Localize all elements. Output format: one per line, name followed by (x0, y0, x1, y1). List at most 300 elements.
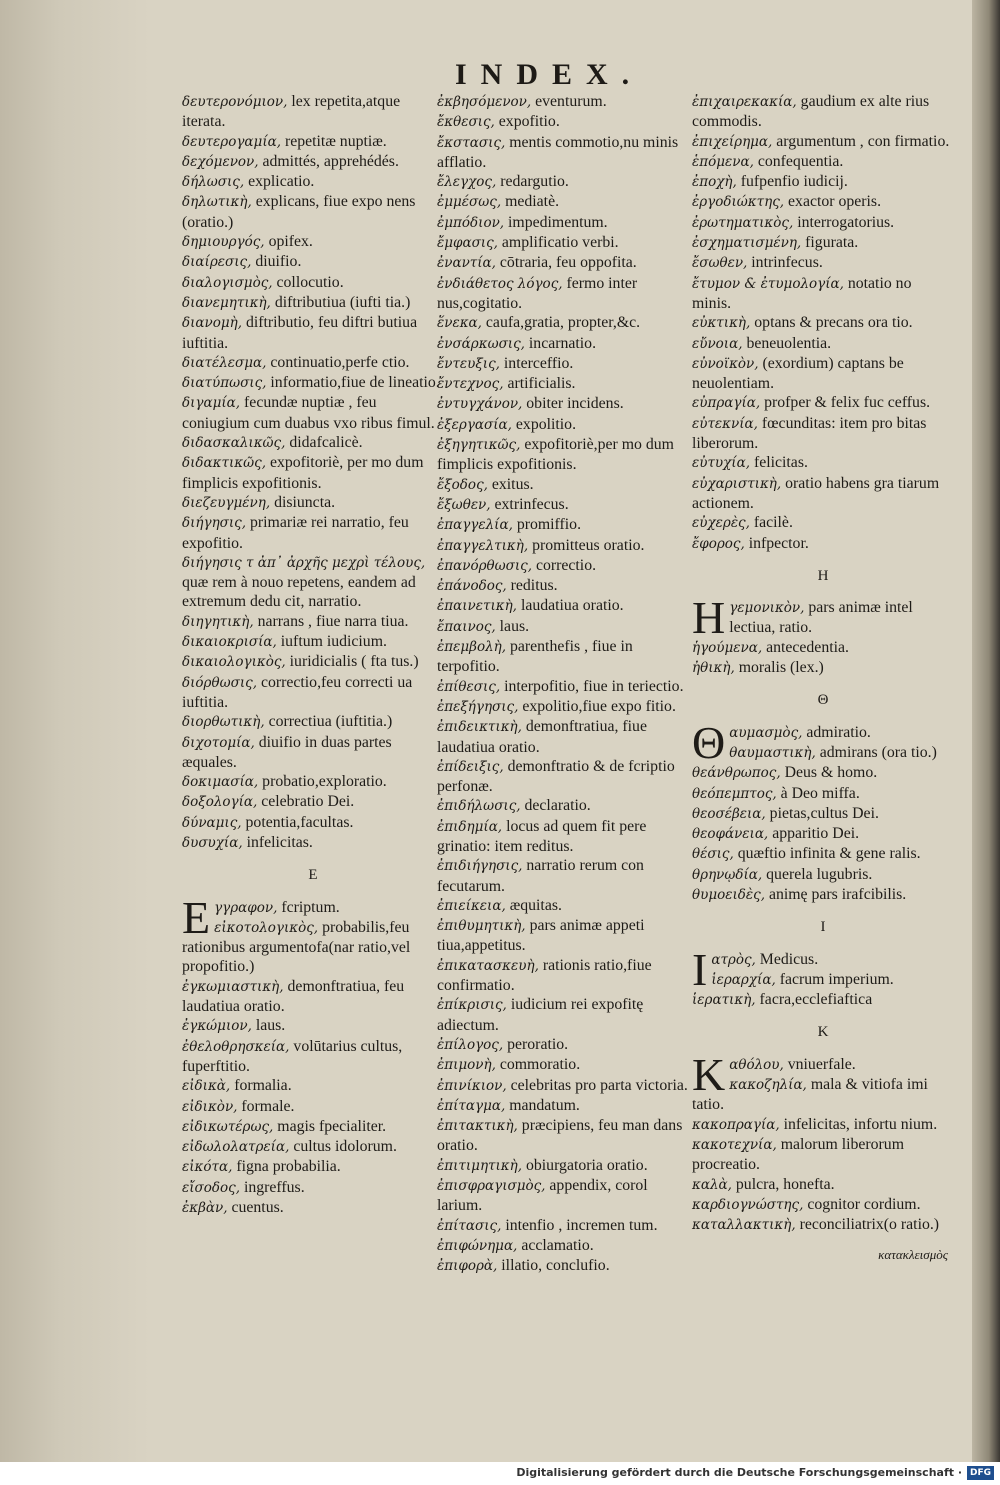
index-entry (437, 896, 695, 916)
greek-term: εἰδικωτέρως, (182, 1118, 274, 1135)
index-entry (437, 133, 695, 173)
index-entry (692, 354, 954, 394)
index-entry (182, 632, 444, 652)
greek-term: ἐπιμονὴ, (437, 1057, 496, 1074)
greek-term: ἐπιδεικτικὴ, (437, 719, 522, 736)
latin-definition: explicans, fiue expo nens (oratio.) (182, 193, 416, 231)
greek-term: δυσυχία, (182, 834, 243, 851)
index-entry (437, 334, 695, 354)
latin-definition: impedimentum. (508, 213, 608, 231)
index-entry (182, 1097, 444, 1117)
index-entry (692, 990, 954, 1010)
index-entry (437, 253, 695, 273)
index-entry (437, 354, 695, 374)
greek-term: ἐμμέσως, (437, 194, 502, 211)
greek-term: ἐνδιάθετος λόγος, (437, 275, 563, 292)
drop-capital: K (692, 1048, 726, 1100)
index-entry (182, 712, 444, 732)
index-entry (692, 763, 954, 783)
index-entry (437, 233, 695, 253)
index-entry (182, 553, 444, 612)
latin-definition: declaratio. (524, 797, 591, 815)
index-entry (182, 252, 444, 272)
greek-term: θεοφάνεια, (692, 826, 769, 843)
index-entry (182, 393, 444, 433)
latin-definition: iuftum iudicium. (280, 633, 387, 651)
latin-definition: oratio habens gra tiarum actionem. (692, 474, 940, 512)
latin-definition: fecundæ nuptiæ , feu coniugium cum duabus vxo ribus fimul. (182, 394, 435, 432)
index-entry (182, 232, 444, 252)
index-entry (437, 556, 695, 576)
index-entry (437, 495, 695, 515)
latin-definition: didafcalicè. (289, 434, 363, 452)
latin-definition: primariæ rei narratio, feu expofitio. (182, 514, 409, 552)
index-entry (182, 977, 444, 1017)
latin-definition: locus ad quem fit pere grinatio: item reditus. (437, 817, 647, 855)
index-entry (437, 435, 695, 475)
greek-term: εἴσοδος, (182, 1179, 240, 1196)
index-entry (182, 293, 444, 313)
latin-definition: celebratio Dei. (261, 793, 355, 811)
greek-term: ἐπινίκιον, (437, 1077, 507, 1094)
latin-definition: lex repetita,atque iterata. (182, 93, 401, 131)
latin-definition: disiuncta. (274, 493, 336, 511)
greek-term: ἐσχηματισμένη, (692, 235, 802, 252)
greek-term: ἡγούμενα, (692, 639, 763, 656)
index-entry (692, 1175, 954, 1195)
greek-term: ἐπιτακτικὴ, (437, 1118, 518, 1135)
latin-definition: expofitoriè, per mo dum fimplicis expofitionis. (182, 454, 424, 492)
greek-term: ἐπαγγελία, (437, 517, 513, 534)
index-entry (182, 192, 444, 232)
greek-term: ἐργοδιώκτης, (692, 194, 785, 211)
latin-definition: diuifio. (255, 253, 302, 271)
greek-term: ἔξωθεν, (437, 496, 491, 513)
greek-term: ατρὸς, (711, 951, 756, 968)
index-entry (692, 1075, 954, 1115)
latin-definition: appendix, corol larium. (437, 1177, 648, 1215)
greek-term: διχοτομία, (182, 734, 255, 751)
latin-definition: formalia. (234, 1077, 292, 1095)
index-entry (692, 592, 954, 644)
index-entry (692, 132, 954, 152)
greek-term: ἐπιτιμητικὴ, (437, 1157, 523, 1174)
index-entry (182, 152, 444, 172)
index-entry (437, 637, 695, 677)
latin-definition: figna probabilia. (236, 1158, 341, 1176)
greek-term: ἐγκωμιαστικὴ, (182, 978, 284, 995)
greek-term: ἔκστασις, (437, 134, 506, 151)
latin-definition: potentia,facultas. (245, 813, 354, 831)
index-entry (692, 172, 954, 192)
index-entry (692, 213, 954, 233)
greek-term: ἐπισφραγισμὸς, (437, 1178, 546, 1195)
greek-term: διόρθωσις, (182, 674, 257, 691)
greek-term: ἔμφασις, (437, 235, 498, 252)
latin-definition: diuifio in duas partes æquales. (182, 733, 392, 771)
latin-definition: probabilis,feu rationibus argumentofa(nar ratio,vel propofitio.) (182, 918, 411, 976)
greek-term: ἑπόμενα, (692, 153, 754, 170)
page-gutter-shadow (0, 0, 150, 1462)
index-entry (692, 1195, 954, 1215)
latin-definition: facra,ecclefiaftica (759, 991, 873, 1009)
index-entry (692, 453, 954, 473)
index-entry (182, 833, 444, 853)
latin-definition: caufa,gratia, propter,&c. (485, 314, 641, 332)
index-entry (182, 652, 444, 672)
greek-term: δικαιοκρισία, (182, 634, 277, 651)
greek-term: εὐχερὲς, (692, 515, 750, 532)
latin-definition: correctio. (535, 556, 597, 574)
index-entry (182, 1076, 444, 1096)
latin-definition: præcipiens, feu man dans oratio. (437, 1117, 683, 1155)
latin-definition: formale. (241, 1097, 295, 1115)
index-entry (182, 1157, 444, 1177)
latin-definition: animę pars irafcibilis. (768, 885, 907, 903)
index-entry (182, 733, 444, 773)
latin-definition: promiffio. (516, 516, 582, 534)
latin-definition: mediatè. (505, 193, 560, 211)
index-entry (437, 617, 695, 637)
latin-definition: narrans , fiue narra tiua. (257, 612, 409, 630)
latin-definition: peroratio. (507, 1035, 569, 1053)
greek-term: ἔντευξις, (437, 355, 500, 372)
latin-definition: correctiua (iuftitia.) (268, 713, 393, 731)
latin-definition: interpofitio, fiue in teriectio. (504, 677, 684, 695)
index-entry (437, 757, 695, 797)
latin-definition: admirans (ora tio.) (819, 743, 937, 761)
greek-term: δοκιμασία, (182, 774, 259, 791)
greek-term: διανεμητικὴ, (182, 294, 271, 311)
greek-term: ἐπιφορὰ, (437, 1258, 498, 1275)
latin-definition: pars animæ intel lectiua, ratio. (729, 599, 913, 637)
index-entry (437, 1076, 695, 1096)
index-entry (437, 677, 695, 697)
greek-term: εἰδικὸν, (182, 1098, 238, 1115)
index-entry (182, 772, 444, 792)
index-entry (182, 918, 444, 977)
index-entry (692, 784, 954, 804)
latin-definition: extrinfecus. (494, 495, 569, 513)
index-entry (437, 112, 695, 132)
latin-definition: admittés, apprehédés. (262, 152, 399, 170)
greek-term: ἕνεκα, (437, 315, 482, 332)
greek-term: εὐκτικὴ, (692, 315, 751, 332)
index-entry (437, 717, 695, 757)
catchword: κατακλεισμὸς (878, 1247, 948, 1263)
greek-term: ἐπιείκεια, (437, 897, 506, 914)
index-entry (437, 916, 695, 956)
latin-definition: demonftratio & de fcriptio perfonæ. (437, 757, 675, 796)
index-entry (182, 453, 444, 493)
greek-term: ἐντυγχάνον, (437, 396, 523, 413)
letter-heading: K (817, 1024, 829, 1041)
greek-term: ἐπίθεσις, (437, 678, 501, 695)
latin-definition: explicatio. (248, 173, 315, 191)
greek-term: δευτερονόμιον, (182, 94, 288, 110)
greek-term: καλὰ, (692, 1176, 732, 1193)
latin-definition: diftributio, feu diftri butiua iuftitia. (182, 314, 418, 352)
greek-term: εὐτεκνία, (692, 415, 758, 432)
digitization-footer (0, 1462, 1000, 1485)
index-entry (437, 796, 695, 816)
greek-term: ἐπανόρθωσις, (437, 557, 533, 574)
index-column-2 (437, 92, 695, 1277)
latin-definition: laus. (255, 1017, 286, 1035)
greek-term: ἐθελοθρησκεία, (182, 1038, 290, 1055)
latin-definition: moralis (lex.) (738, 659, 824, 677)
greek-term: διεζευγμένη, (182, 494, 271, 511)
latin-definition: figurata. (805, 234, 859, 252)
latin-definition: pars animæ appeti tiua,appetitus. (437, 917, 645, 955)
index-entry (437, 956, 695, 996)
latin-definition: Medicus. (759, 950, 819, 968)
greek-term: γεμονικὸν, (729, 600, 805, 617)
greek-term: δεχόμενον, (182, 153, 259, 170)
latin-definition: incarnatio. (528, 334, 597, 352)
index-entry (437, 1236, 695, 1256)
greek-term: ἔσωθεν, (692, 255, 748, 272)
greek-term: δηλωτικὴ, (182, 194, 252, 211)
latin-definition: parenthefis , fiue in terpofitio. (437, 638, 633, 676)
latin-definition: informatio,fiue de lineatio. (270, 374, 440, 392)
index-entry (437, 856, 695, 896)
latin-definition: intrinfecus. (751, 254, 823, 272)
greek-term: εὐπραγία, (692, 395, 761, 412)
greek-term: ἐκβησόμενον, (437, 94, 532, 110)
latin-definition: reconciliatrix(o ratio.) (799, 1216, 940, 1234)
index-entry (692, 393, 954, 413)
greek-term: ἠθικὴ, (692, 660, 735, 677)
latin-definition: gaudium ex alte rius commodis. (692, 93, 930, 131)
greek-term: ἐπίκρισις, (437, 997, 507, 1014)
index-entry (692, 534, 954, 554)
greek-term: διήγησις, (182, 515, 247, 532)
latin-definition: antecedentia. (766, 638, 849, 656)
latin-definition: cultus idolorum. (293, 1138, 397, 1156)
latin-definition: confequentia. (757, 152, 844, 170)
index-entry (437, 536, 695, 556)
latin-definition: collocutio. (276, 273, 344, 291)
greek-term: ἔξοδος, (437, 476, 488, 493)
index-entry (437, 1216, 695, 1236)
latin-definition: iudicium rei expofitę adiectum. (437, 996, 644, 1034)
greek-term: ἐπιφώνημα, (437, 1237, 518, 1254)
index-entry (182, 353, 444, 373)
latin-definition: correctio,feu correcti ua iuftitia. (182, 673, 413, 711)
index-entry (692, 970, 954, 990)
latin-definition: infelicitas. (246, 833, 313, 851)
greek-term: διορθωτικὴ, (182, 714, 265, 731)
latin-definition: expolitio,fiue expo fitio. (522, 697, 676, 715)
page-edge (972, 0, 1000, 1462)
greek-term: εἰδικὰ, (182, 1078, 231, 1095)
index-entry (437, 192, 695, 212)
latin-definition: amplificatio verbi. (501, 234, 619, 252)
index-entry (692, 844, 954, 864)
greek-term: δήλωσις, (182, 174, 245, 191)
index-entry (182, 1137, 444, 1157)
greek-term: καρδιογνώστης, (692, 1196, 804, 1213)
drop-capital: E (182, 891, 211, 943)
latin-definition: expolitio. (515, 415, 577, 433)
latin-definition: magis fpecialiter. (277, 1117, 387, 1135)
latin-definition: illatio, conclufio. (501, 1257, 610, 1275)
latin-definition: fœcunditas: item pro bitas liberorum. (692, 414, 927, 453)
greek-term: κακοτεχνία, (692, 1136, 777, 1153)
latin-definition: commoratio. (499, 1056, 581, 1074)
latin-definition: laudatiua oratio. (520, 597, 624, 615)
greek-term: ἐπιχείρημα, (692, 133, 773, 150)
index-entry (437, 817, 695, 857)
latin-definition: promitteus oratio. (532, 536, 645, 554)
drop-capital: I (692, 943, 708, 995)
index-entry (437, 995, 695, 1035)
index-entry (692, 1215, 954, 1235)
index-entry (437, 374, 695, 394)
greek-term: διαλογισμὸς, (182, 274, 273, 291)
latin-definition: argumentum , con firmatio. (776, 132, 950, 150)
index-entry (182, 92, 444, 132)
greek-term: δικαιολογικὸς, (182, 654, 286, 671)
index-entry (437, 313, 695, 333)
latin-definition: à Deo miffa. (780, 784, 860, 802)
letter-heading: I (820, 919, 826, 936)
index-entry (182, 433, 444, 453)
greek-term: θεάνθρωπος, (692, 765, 781, 782)
greek-term: εἰδωλολατρεία, (182, 1139, 290, 1156)
greek-term: ἐγκώμιον, (182, 1018, 252, 1035)
index-entry (437, 1096, 695, 1116)
latin-definition: exitus. (491, 475, 534, 493)
greek-term: εὐχαριστικὴ, (692, 475, 782, 492)
index-entry (692, 865, 954, 885)
index-entry (182, 1178, 444, 1198)
greek-term: δύναμις, (182, 814, 242, 831)
dfg-logo: DFG (967, 1466, 994, 1480)
index-entry (437, 92, 695, 112)
latin-definition: infpector. (748, 534, 809, 552)
latin-definition: eventurum. (535, 93, 607, 110)
index-entry (182, 313, 444, 353)
index-entry (437, 1156, 695, 1176)
latin-definition: fcriptum. (281, 898, 340, 916)
index-entry (437, 596, 695, 616)
greek-term: εἰκότα, (182, 1159, 233, 1176)
index-entry (437, 1116, 695, 1156)
greek-term: ἔκθεσις, (437, 114, 495, 131)
greek-term: δημιουργός, (182, 234, 265, 251)
greek-term: ἐρωτηματικὸς, (692, 214, 794, 231)
greek-term: ἱεραρχία, (711, 971, 776, 988)
latin-definition: pulcra, honefta. (735, 1175, 835, 1193)
latin-definition: æquitas. (509, 896, 562, 914)
latin-definition: reditus. (510, 577, 558, 595)
greek-term: ἐμπόδιον, (437, 214, 505, 231)
latin-definition: mandatum. (509, 1096, 580, 1114)
greek-term: ἐπαγγελτικὴ, (437, 537, 529, 554)
index-entry (182, 373, 444, 393)
greek-term: δοξολογία, (182, 794, 258, 811)
latin-definition: felicitas. (753, 454, 808, 472)
greek-term: διδασκαλικῶς, (182, 435, 286, 452)
index-column-1 (182, 92, 444, 1218)
greek-term: θυμοειδὲς, (692, 886, 765, 903)
latin-definition: admiratio. (806, 723, 871, 741)
greek-term: ἐπίδειξις, (437, 758, 504, 775)
greek-term: θέσις, (692, 846, 734, 863)
index-entry (182, 132, 444, 152)
greek-term: ἐπεξήγησις, (437, 698, 519, 715)
greek-term: γγραφον, (214, 899, 278, 916)
index-entry (692, 1115, 954, 1135)
greek-term: ἐπιθυμητικὴ, (437, 918, 526, 935)
greek-term: ἐπάνοδος, (437, 578, 507, 595)
greek-term: ἐπικατασκευὴ, (437, 957, 539, 974)
index-entry (182, 273, 444, 293)
index-entry (182, 813, 444, 833)
greek-term: θεόπεμπτος, (692, 785, 777, 802)
letter-heading: H (817, 567, 829, 584)
greek-term: διαίρεσις, (182, 254, 252, 271)
drop-capital: H (692, 592, 726, 644)
latin-definition: quæftio infinita & gene ralis. (737, 845, 921, 863)
index-entry (692, 152, 954, 172)
greek-term: εὐτυχία, (692, 455, 751, 472)
latin-definition: probatio,exploratio. (262, 773, 387, 791)
latin-definition: narratio rerum con fecutarum. (437, 857, 644, 895)
index-entry (437, 394, 695, 414)
greek-term: διγαμία, (182, 395, 241, 412)
latin-definition: pietas,cultus Dei. (769, 804, 879, 822)
index-column-3 (692, 92, 954, 1265)
index-entry (437, 274, 695, 314)
greek-term: ἔντεχνος, (437, 376, 504, 393)
index-entry (692, 192, 954, 212)
greek-term: ἔλεγχος, (437, 174, 497, 191)
latin-definition: interceffio. (503, 354, 574, 372)
latin-definition: querela lugubris. (766, 865, 873, 883)
latin-definition: acclamatio. (521, 1236, 594, 1254)
latin-definition: celebritas pro parta victoria. (510, 1076, 688, 1094)
index-entry (182, 1117, 444, 1137)
greek-term: διηγητικὴ, (182, 613, 254, 630)
index-entry (692, 274, 954, 314)
greek-term: θαυμαστικὴ, (729, 744, 816, 761)
index-entry (182, 673, 444, 713)
index-entry (437, 576, 695, 596)
latin-definition: opifex. (268, 233, 313, 251)
greek-term: εὔνοια, (692, 335, 743, 352)
index-entry (437, 697, 695, 717)
index-entry (182, 493, 444, 513)
latin-definition: expofitio. (498, 113, 560, 131)
latin-definition: optans & precans ora tio. (754, 314, 913, 332)
latin-definition: interrogatorius. (797, 213, 895, 231)
greek-term: ἐπαινετικὴ, (437, 598, 517, 615)
greek-term: διατύπωσις, (182, 375, 267, 392)
latin-definition: demonftratiua, fiue laudatiua oratio. (437, 718, 647, 756)
latin-definition: quæ rem à nouo repetens, eandem ad extremum dedu cit, narratio. (182, 574, 416, 611)
index-entry (437, 1256, 695, 1276)
greek-term: ἐκβὰν, (182, 1200, 228, 1217)
greek-term: ἐπίτασις, (437, 1217, 502, 1234)
greek-term: εὐνοϊκὸν, (692, 355, 759, 372)
latin-definition: intenfio , incremen tum. (505, 1216, 658, 1234)
latin-definition: profper & felix fuc ceffus. (764, 394, 931, 412)
latin-definition: iuridicialis ( fta tus.) (289, 653, 419, 671)
latin-definition: repetitæ nuptiæ. (284, 132, 387, 150)
